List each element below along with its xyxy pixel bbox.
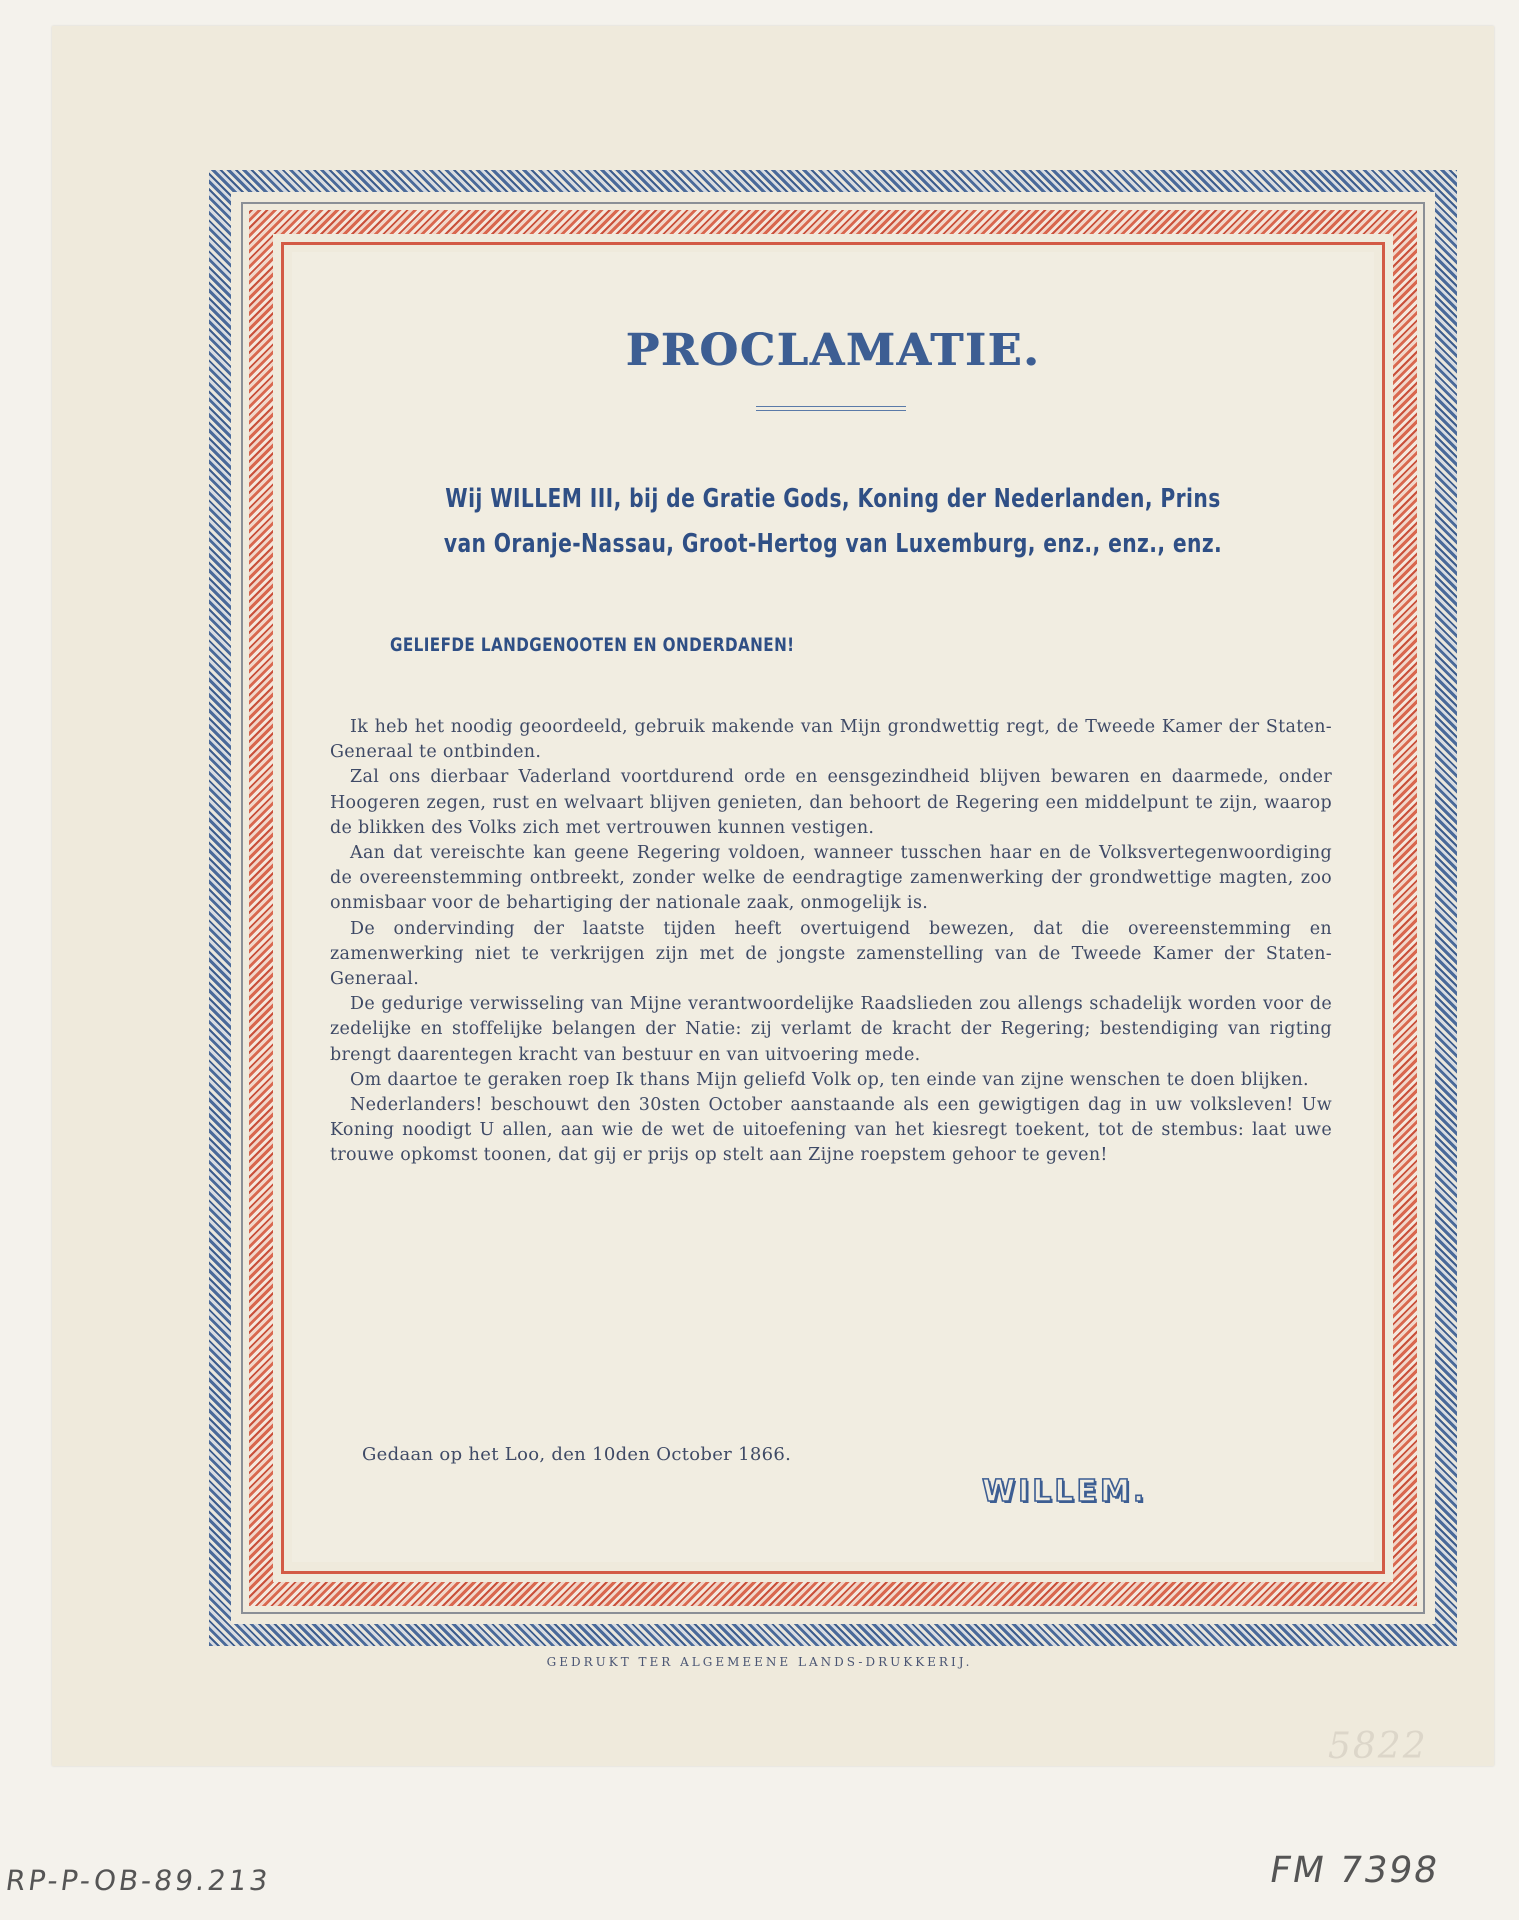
inventory-number-left: RP-P-OB-89.213 xyxy=(3,1864,273,1897)
intro-line: Wij WILLEM III, bij de Gratie Gods, Koning der Nederlanden, Prins xyxy=(445,484,1221,514)
paragraph: De ondervinding der laatste tijden heeft overtuigend bewezen, dat die overeenstemming en zamenwerking niet te verkrijgen zijn met de jongste zamenstelling van de Tweede Kamer der Staten-Generaal. xyxy=(330,918,1332,990)
signature: WILLEM. xyxy=(982,1474,1148,1509)
salutation: GELIEFDE LANDGENOOTEN EN ONDERDANEN! xyxy=(390,634,795,656)
intro-line: van Oranje-Nassau, Groot-Hertog van Luxemburg, enz., enz., enz. xyxy=(443,529,1223,559)
paragraph: Ik heb het noodig geoordeeld, gebruik makende van Mijn grondwettig regt, de Tweede Kamer der Staten-Generaal te ontbinden. xyxy=(330,717,1332,763)
inventory-number-right: FM 7398 xyxy=(1266,1850,1443,1891)
paragraph: Aan dat vereischte kan geene Regering voldoen, wanneer tusschen haar en de Volksvertegenwoordiging de overeenstemming ontbreekt, zonder welke de eendragtige zamenwerking der grondwettige magten, zoo onmisbaar voor de behartiging der nationale zaak, onmogelijk is. xyxy=(330,843,1332,914)
title-divider xyxy=(756,406,906,411)
paragraph: De gedurige verwisseling van Mijne verantwoordelijke Raadslieden zou allengs schadelijk worden voor de zedelijke en stoffelijke belangen der Natie: zij verlamt de kracht der Regering; bestendiging van rigting brengt daarentegen kracht van bestuur en van uitvoering mede. xyxy=(330,994,1332,1065)
proclamation-sheet xyxy=(52,26,1494,1766)
paragraph: Nederlanders! beschouwt den 30sten October aanstaande als een gewigtigen dag in uw volksleven! Uw Koning noodigt U allen, aan wie de wet de uitoefening van het kiesregt toekent, tot de stembus: laat uwe trouwe opkomst toonen, dat gij er prijs op stelt aan Zijne roepstem gehoor te geven! xyxy=(330,1095,1332,1166)
date-line: Gedaan op het Loo, den 10den October 1866. xyxy=(362,1444,792,1465)
royal-intro xyxy=(442,477,1224,567)
paragraph: Om daartoe te geraken roep Ik thans Mijn geliefd Volk op, ten einde van zijne wenschen te doen blijken. xyxy=(350,1069,1309,1090)
page-title: PROCLAMATIE. xyxy=(625,325,1041,376)
proclamation-body xyxy=(330,715,1332,1169)
faded-pencil-number: 5822 xyxy=(1328,1726,1428,1767)
printer-imprint: GEDRUKT TER ALGEMEENE LANDS-DRUKKERIJ. xyxy=(546,1655,973,1669)
text-panel xyxy=(292,252,1374,1562)
paragraph: Zal ons dierbaar Vaderland voortdurend orde en eensgezindheid blijven bewaren en daarmede, onder Hoogeren zegen, rust en welvaart blijven genieten, dan behoort de Regering een middelpunt te zijn, waarop de blikken des Volks zich met vertrouwen kunnen vestigen. xyxy=(330,767,1332,838)
